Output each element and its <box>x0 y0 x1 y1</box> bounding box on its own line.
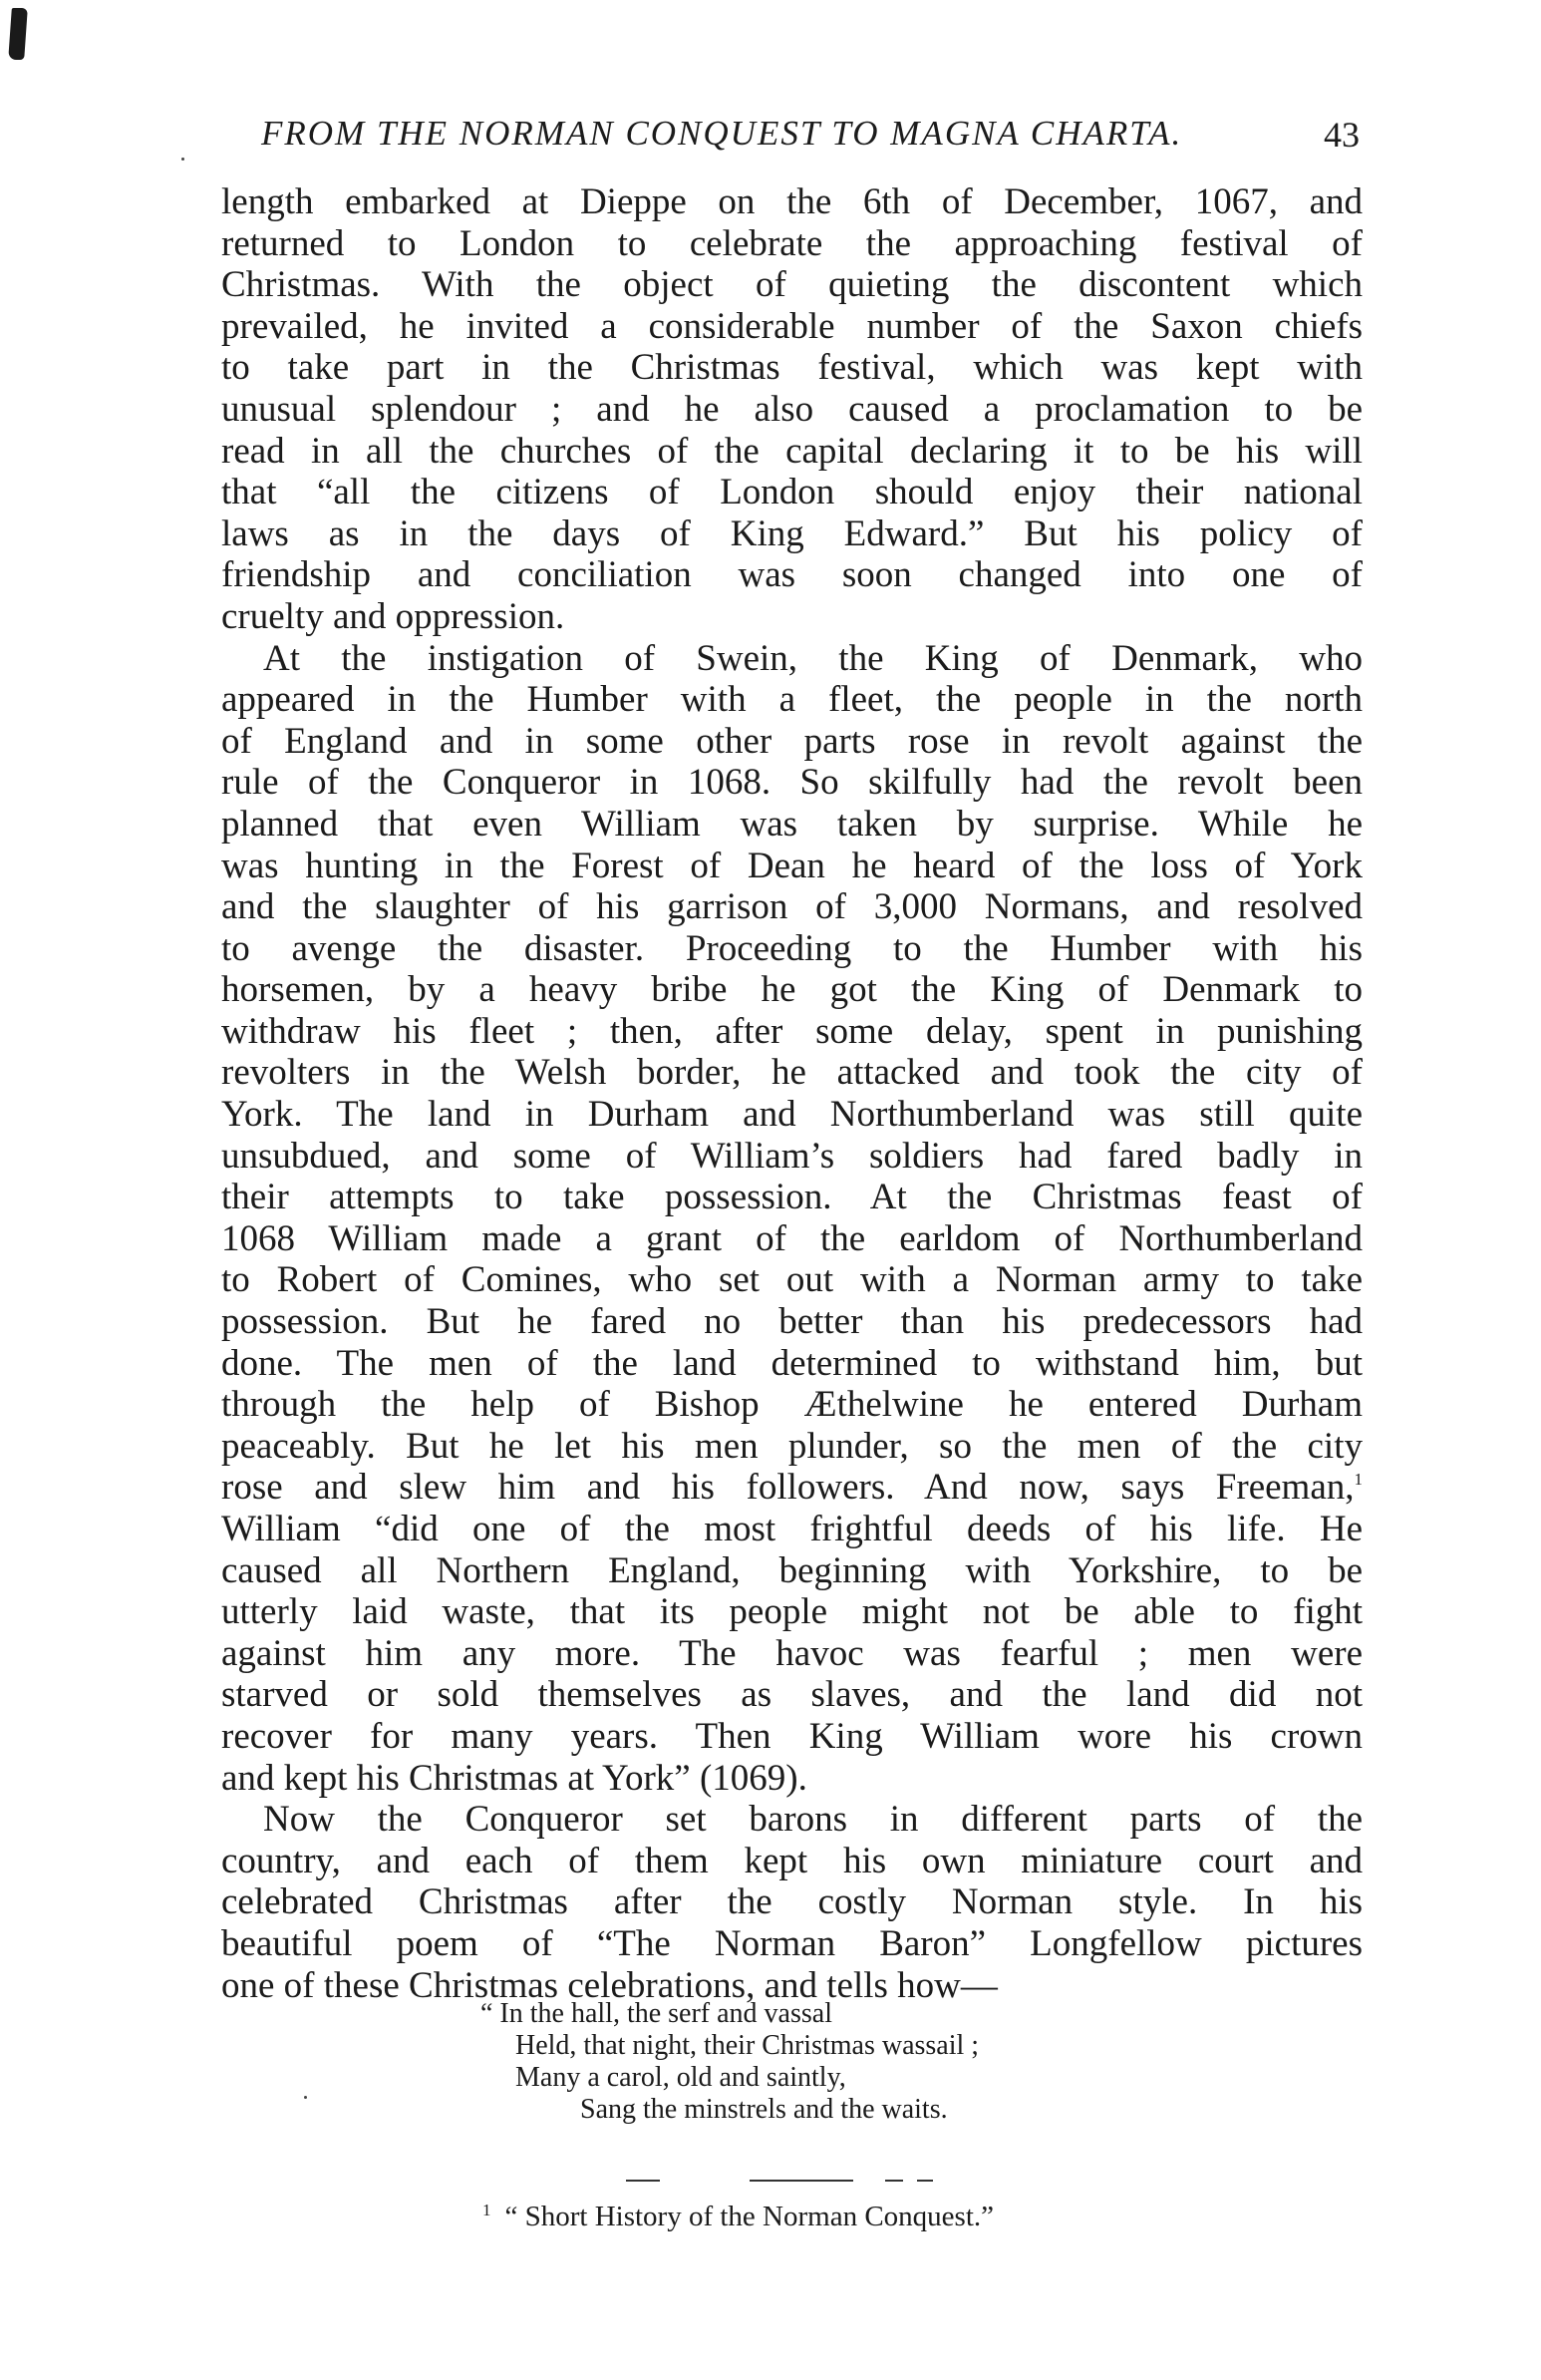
text-line: rule of the Conqueror in 1068. So skilfully had the revolt been <box>221 762 1363 804</box>
text-line: through the help of Bishop Æthelwine he entered Durham <box>221 1384 1363 1426</box>
footnote-rule-segment <box>626 2180 660 2182</box>
text-line: friendship and conciliation was soon changed into one of <box>221 554 1363 596</box>
text-line: Christmas. With the object of quieting the discontent which <box>221 264 1363 306</box>
text-line: prevailed, he invited a considerable number of the Saxon chiefs <box>221 305 1363 347</box>
footnote <box>482 2201 994 2233</box>
scan-speck <box>304 2096 307 2099</box>
text-line: their attempts to take possession. At the Christmas feast of <box>221 1177 1363 1218</box>
text-line: to avenge the disaster. Proceeding to the Humber with his <box>221 927 1363 969</box>
verse-line: Held, that night, their Christmas wassail ; <box>515 2030 980 2061</box>
footnote-text: “ Short History of the Norman Conquest.” <box>504 2201 995 2232</box>
verse-line: “ In the hall, the serf and vassal <box>480 1998 832 2029</box>
text-line: unusual splendour ; and he also caused a proclamation to be <box>221 388 1363 430</box>
text-line: utterly laid waste, that its people might not be able to fight <box>221 1591 1363 1633</box>
running-title: FROM THE NORMAN CONQUEST TO MAGNA CHARTA. <box>261 114 1183 153</box>
text-line: caused all Northern England, beginning with Yorkshire, to be <box>221 1549 1363 1591</box>
text-line: starved or sold themselves as slaves, and the land did not <box>221 1674 1363 1716</box>
text-line: 1068 William made a grant of the earldom of Northumberland <box>221 1217 1363 1259</box>
text-line: possession. But he fared no better than his predecessors had <box>221 1301 1363 1343</box>
text-line: peaceably. But he let his men plunder, so the men of the city <box>221 1425 1363 1467</box>
text-line: unsubdued, and some of William’s soldiers had fared badly in <box>221 1135 1363 1177</box>
text-line: length embarked at Dieppe on the 6th of December, 1067, and <box>221 181 1363 222</box>
text-line: country, and each of them kept his own miniature court and <box>221 1840 1363 1881</box>
text-line: appeared in the Humber with a fleet, the people in the north <box>221 679 1363 721</box>
footnote-rule-segment <box>885 2180 903 2182</box>
text-line: to take part in the Christmas festival, which was kept with <box>221 347 1363 389</box>
footnote-rule-segment <box>750 2180 853 2182</box>
text-line: William “did one of the most frightful deeds of his life. He <box>221 1509 1363 1549</box>
text-line: horsemen, by a heavy bribe he got the King of Denmark to <box>221 969 1363 1011</box>
text-line: against him any more. The havoc was fearful ; men were <box>221 1632 1363 1674</box>
footnote-reference: 1 <box>1354 1470 1363 1490</box>
paragraph-start-line: Now the Conqueror set barons in different parts of the <box>263 1799 1363 1841</box>
text-line: of England and in some other parts rose in revolt against the <box>221 720 1363 762</box>
footnote-marker: 1 <box>482 2201 491 2219</box>
text-line: was hunting in the Forest of Dean he heard of the loss of York <box>221 845 1363 886</box>
page-number: 43 <box>1324 115 1360 155</box>
text-line-content: rose and slew him and his followers. And now, says Freeman, <box>221 1467 1355 1509</box>
text-line-with-footnote-ref <box>221 1467 1363 1509</box>
text-line: York. The land in Durham and Northumberland was still quite <box>221 1094 1363 1136</box>
verse-quotation <box>480 1998 979 2126</box>
paragraph-end-line: cruelty and oppression. <box>221 595 565 637</box>
verse-line: Many a carol, old and saintly, <box>515 2062 846 2093</box>
text-line: planned that even William was taken by surprise. While he <box>221 803 1363 845</box>
text-line: laws as in the days of King Edward.” But his policy of <box>221 512 1363 554</box>
scan-artifact <box>8 8 28 60</box>
text-line: and the slaughter of his garrison of 3,000 Normans, and resolved <box>221 886 1363 928</box>
text-line: done. The men of the land determined to withstand him, but <box>221 1342 1363 1384</box>
scan-speck <box>181 158 184 161</box>
text-line: beautiful poem of “The Norman Baron” Longfellow pictures <box>221 1922 1363 1964</box>
text-line: revolters in the Welsh border, he attacked and took the city of <box>221 1052 1363 1094</box>
text-line: read in all the churches of the capital declaring it to be his will <box>221 430 1363 472</box>
paragraph-start-line: At the instigation of Swein, the King of Denmark, who <box>263 637 1363 679</box>
text-line: celebrated Christmas after the costly Norman style. In his <box>221 1881 1363 1923</box>
text-line: returned to London to celebrate the approaching festival of <box>221 222 1363 264</box>
text-line: withdraw his fleet ; then, after some delay, spent in punishing <box>221 1010 1363 1052</box>
body-text <box>221 181 1363 2006</box>
footnote-rule-segment <box>917 2180 933 2182</box>
text-line: recover for many years. Then King William wore his crown <box>221 1715 1363 1757</box>
text-line: to Robert of Comines, who set out with a Norman army to take <box>221 1259 1363 1301</box>
verse-line: Sang the minstrels and the waits. <box>580 2094 948 2125</box>
paragraph-end-line: one of these Christmas celebrations, and tells how— <box>221 1964 998 2006</box>
paragraph-end-line: and kept his Christmas at York” (1069). <box>221 1757 807 1799</box>
text-line: that “all the citizens of London should enjoy their national <box>221 472 1363 513</box>
